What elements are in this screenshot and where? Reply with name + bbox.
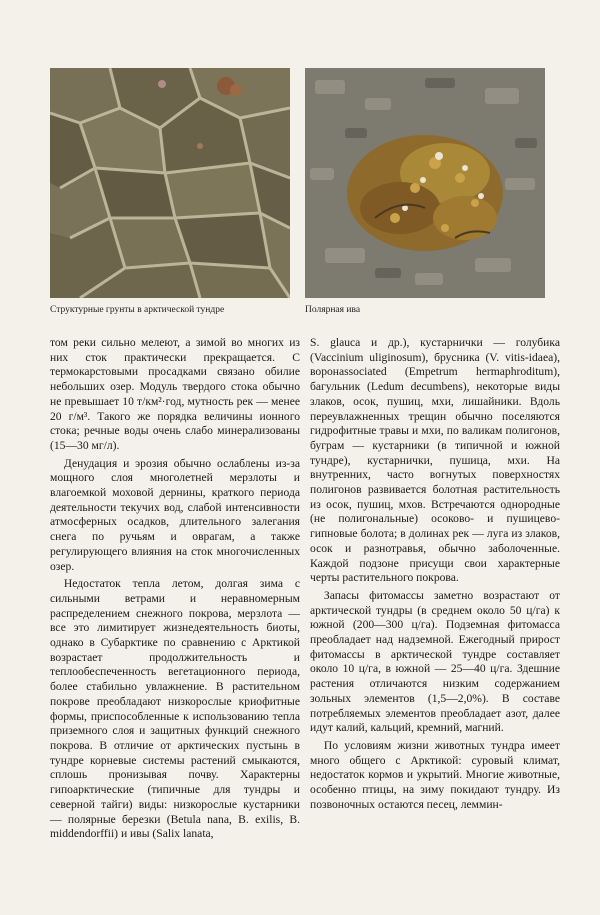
text-column-right bbox=[310, 336, 560, 816]
text-column-left bbox=[50, 336, 300, 845]
paragraph: Недостаток тепла летом, долгая зима с сильными ветрами и неравномерным распределением снежного покрова, мерзлота — все это лимитирует жизнедеятельность биоты, однако в Субарктике по сравнению с Арктикой возрастает продолжительность и теплообеспеченность вегетационного периода, более стабильно увлажнение. В растительном покрове преобладают низкорослые криофитные формы, приспособленные к использованию тепла приземного слоя и защитных функций снежного покрова. В отличие от арктических пустынь в тундре корневые системы растений смыкаются, сплошь пронизывая почву. Характерны гипоарктические (типичные для тундры и северной тайги) виды: низкорослые кустарники — полярные березки (Betula nana, B. exilis, B. middendorffii) и ивы (Salix lanata, bbox=[50, 577, 300, 841]
paragraph: По условиям жизни животных тундра имеет много общего с Арктикой: суровый климат, недостаток кормов и укрытий. Многие животные, особенно птицы, на зиму покидают тундру. Из позвоночных остаются песец, леммин- bbox=[310, 738, 560, 811]
polar-willow-photo bbox=[305, 68, 545, 298]
figure-polar-willow bbox=[305, 68, 545, 316]
figure-caption-left: Структурные грунты в арктической тундре bbox=[50, 305, 225, 315]
paragraph: Запасы фитомассы заметно возрастают от арктической тундры (в среднем около 50 ц/га) к южной (200—300 ц/га). Подземная фитомасса преобладает над надземной. Ежегодный прирост фитомассы в арктической тундре составляет около 10 ц/га, в южной — 25—40 ц/га. Здешние растения отличаются низким содержанием зольных элементов (1,5—2,0%). В составе потребляемых элементов преобладает азот, далее идут калий, кальций, кремний, магний. bbox=[310, 588, 560, 735]
figure-caption-right: Полярная ива bbox=[305, 305, 361, 315]
structural-soils-photo bbox=[50, 68, 290, 298]
paragraph: Денудация и эрозия обычно ослаблены из-за мощного слоя многолетней мерзлоты и влагоемкой моховой дернины, краткого периода деятельности текучих вод, слабой интенсивности атмосферных осадков, длительного залегания снега по ручьям и оврагам, а также регулирующего влияния на сток многочисленных озер. bbox=[50, 456, 300, 573]
paragraph: S. glauca и др.), кустарнички — голубика (Vaccinium uliginosum), брусника (V. vitis-idaea), воронassociated (Empetrum hermaphroditum), багульник (Ledum decumbens), некоторые виды злаков, осок, пушиц, мхи, лишайники. Вдоль переувлажненных трещин обычно поселяются гидрофитные травы и мхи, по валикам полигонов, буграм — кустарники (в типичной и южной тундре), кустарнички, пушица, мхи. На внутренних, часто вогнутых поверхностях полигонов развивается болотная растительность из осок, пушиц, мхов. Встречаются однородные (не полигональные) осоково- и пушицево-гипновые болота; в долинах рек — луга из злаков, осок и разнотравья, обычно заболоченные. Каждой подзоне присущи свои характерные черты растительного покрова. bbox=[310, 336, 560, 585]
paragraph: том реки сильно мелеют, а зимой во многих из них сток практически прекращается. С термокарстовыми просадками связано обилие небольших озер. Модуль твердого стока обычно не превышает 10 т/км²·год, мутность рек — менее 20 г/м³. Такого же порядка величины ионного стока; речные воды очень слабо минерализованы (15—30 мг/л). bbox=[50, 336, 300, 452]
figure-structural-soils bbox=[50, 68, 290, 316]
